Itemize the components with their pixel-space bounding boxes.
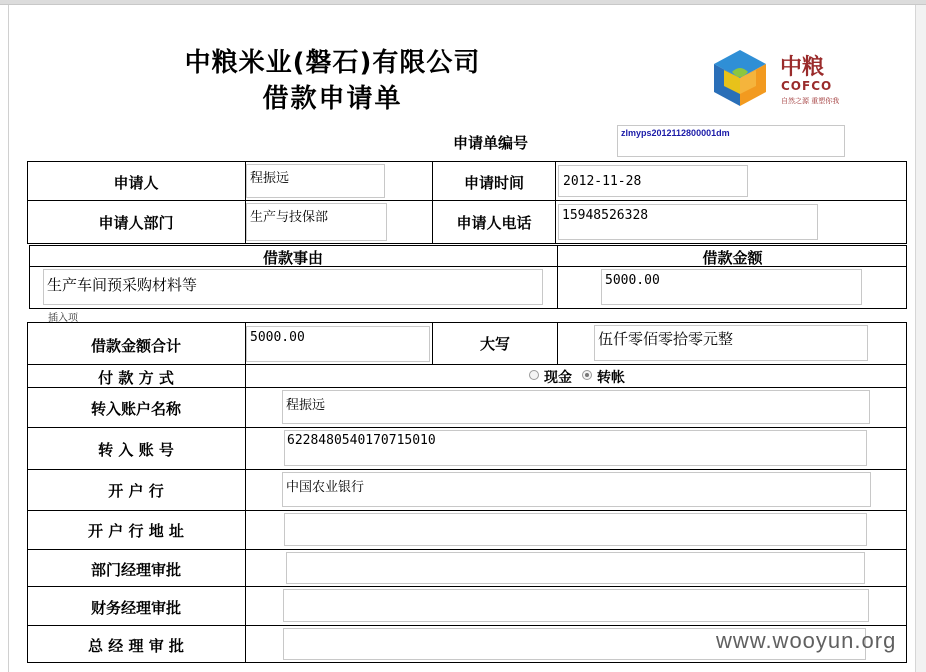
account-number-label: 转 入 账 号: [98, 441, 174, 459]
applicant-dept-label: 申请人部门: [98, 214, 174, 232]
capital-amount-label: 大写: [479, 335, 510, 353]
finance-manager-approval-field[interactable]: [283, 589, 869, 622]
account-name-label: 转入账户名称: [90, 400, 181, 418]
payment-transfer-radio[interactable]: [582, 370, 592, 380]
applicant-name-label: 申请人: [113, 174, 159, 192]
apply-time-value: 2012-11-28: [563, 174, 642, 189]
request-no-label: 申请单编号: [453, 134, 529, 152]
general-manager-approval-label: 总 经 理 审 批: [88, 637, 184, 655]
bank-address-label: 开 户 行 地 址: [88, 522, 184, 540]
page-left-edge: [8, 5, 9, 672]
apply-time-label: 申请时间: [463, 174, 524, 192]
loan-reason-value: 生产车间预采购材料等: [47, 276, 198, 294]
company-title: 中粮米业(磐石)有限公司: [184, 48, 481, 78]
divider: [27, 510, 907, 511]
watermark: www.wooyun.org: [716, 628, 897, 653]
logo-slogan: 自然之源 重塑你我: [781, 97, 840, 105]
divider: [27, 469, 907, 470]
divider: [557, 322, 558, 364]
divider: [27, 364, 907, 365]
loan-amount-value: 5000.00: [605, 273, 660, 288]
insert-item-link[interactable]: 插入项: [48, 313, 78, 324]
bank-address-field[interactable]: [284, 513, 867, 546]
divider: [555, 161, 556, 244]
payment-cash-label: 现金: [544, 370, 572, 386]
divider: [245, 322, 246, 663]
bank-label: 开 户 行: [108, 482, 164, 500]
loan-reason-header: 借款事由: [262, 249, 323, 267]
window-top-border: [0, 0, 926, 5]
account-name-value: 程振远: [286, 398, 326, 413]
capital-amount-value: 伍仟零佰零拾零元整: [598, 330, 734, 348]
applicant-phone-value: 15948526328: [562, 208, 649, 223]
form-title: 借款申请单: [262, 84, 403, 114]
finance-manager-approval-label: 财务经理审批: [90, 599, 181, 617]
payment-method-label: 付 款 方 式: [98, 369, 174, 387]
divider: [27, 200, 907, 201]
logo-text-cn: 中粮: [780, 55, 825, 80]
payment-transfer-label: 转帐: [597, 370, 625, 386]
applicant-dept-value: 生产与技保部: [250, 210, 329, 225]
applicant-phone-label: 申请人电话: [456, 214, 532, 232]
logo-text-en: COFCO: [781, 79, 833, 93]
vertical-scrollbar[interactable]: [915, 5, 926, 672]
account-number-value: 6228480540170715010: [287, 433, 436, 448]
dept-manager-approval-label: 部门经理审批: [90, 561, 181, 579]
dept-manager-approval-field[interactable]: [286, 552, 865, 584]
bank-field[interactable]: [282, 472, 871, 507]
divider: [27, 586, 907, 587]
total-amount-value: 5000.00: [250, 330, 305, 345]
total-amount-label: 借款金额合计: [90, 337, 181, 355]
divider: [27, 549, 907, 550]
divider: [27, 427, 907, 428]
bank-value: 中国农业银行: [286, 480, 365, 495]
divider: [27, 625, 907, 626]
payment-cash-radio[interactable]: [529, 370, 539, 380]
request-no-value: zlmyps2012112800001dm: [621, 128, 730, 138]
loan-amount-header: 借款金额: [702, 249, 763, 267]
applicant-name-value: 程振远: [250, 171, 290, 186]
account-name-field[interactable]: [282, 390, 870, 424]
